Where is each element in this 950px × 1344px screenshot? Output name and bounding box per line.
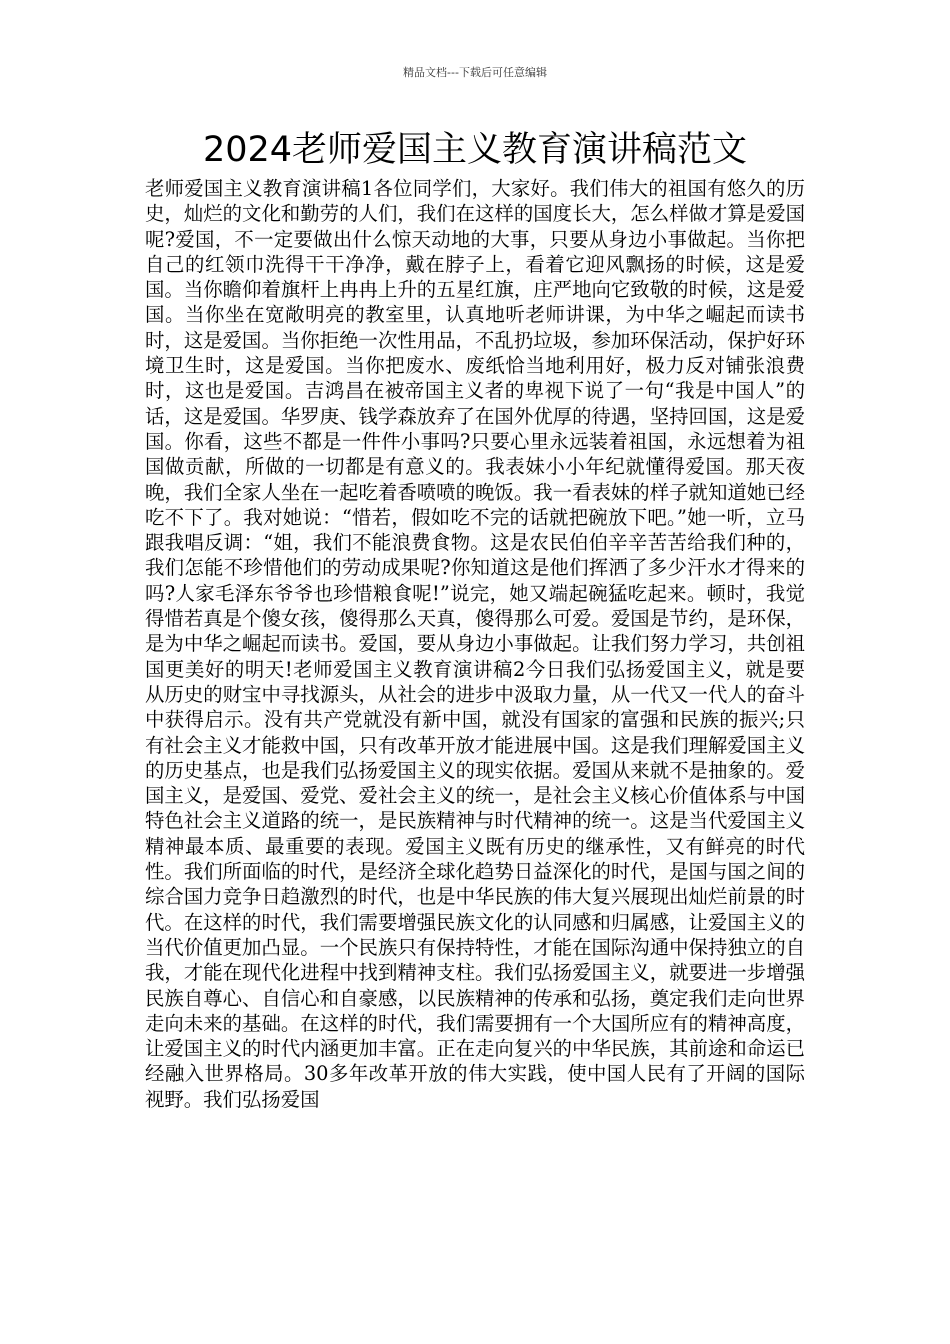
body-paragraph: 老师爱国主义教育演讲稿1各位同学们，大家好。我们伟大的祖国有悠久的历史，灿烂的文化和勤劳的人们，我们在这样的国度长大，怎么样做才算是爱国呢?爱国，不一定要做出什么惊天动地的大事，只要从身边小事做起。当你把自己的红领巾洗得干干净净，戴在脖子上，看着它迎风飘扬的时候，这是爱国。当你瞻仰着旗杆上冉冉上升的五星红旗，庄严地向它致敬的时候，这是爱国。当你坐在宽敞明亮的教室里，认真地听老师讲课，为中华之崛起而读书时，这是爱国。当你拒绝一次性用品，不乱扔垃圾，参加环保活动，保护好环境卫生时，这是爱国。当你把废水、废纸恰当地利用好，极力反对铺张浪费时，这也是爱国。吉鸿昌在被帝国主义者的卑视下说了一句“我是中国人”的话，这是爱国。华罗庚、钱学森放弃了在国外优厚的待遇，坚持回国，这是爱国。你看，这些不都是一件件小事吗?只要心里永远装着祖国，永远想着为祖国做贡献，所做的一切都是有意义的。我表妹小小年纪就懂得爱国。那天夜晚，我们全家人坐在一起吃着香喷喷的晚饭。我一看表妹的样子就知道她已经吃不下了。我对她说：“惜若，假如吃不完的话就把碗放下吧。”她一听，立马跟我唱反调：“姐，我们不能浪费食物。这是农民伯伯辛辛苦苦给我们种的，我们怎能不珍惜他们的劳动成果呢?你知道这是他们挥洒了多少汗水才得来的吗?人家毛泽东爷爷也珍惜粮食呢!”说完，她又端起碗猛吃起来。顿时，我觉得惜若真是个傻女孩，傻得那么天真，傻得那么可爱。爱国是节约，是环保，是为中华之崛起而读书。爱国，要从身边小事做起。让我们努力学习，共创祖国更美好的明天!老师爱国主义教育演讲稿2今日我们弘扬爱国主义，就是要从历史的财宝中寻找源头，从社会的进步中汲取力量，从一代又一代人的奋斗中获得启示。没有共产党就没有新中国，就没有国家的富强和民族的振兴;只有社会主义才能救中国，只有改革开放才能进展中国。这是我们理解爱国主义的历史基点，也是我们弘扬爱国主义的现实依据。爱国从来就不是抽象的。爱国主义，是爱国、爱党、爱社会主义的统一，是社会主义核心价值体系与中国特色社会主义道路的统一，是民族精神与时代精神的统一。这是当代爱国主义精神最本质、最重要的表现。爱国主义既有历史的继承性，又有鲜亮的时代性。我们所面临的时代，是经济全球化趋势日益深化的时代，是国与国之间的综合国力竞争日趋激烈的时代，也是中华民族的伟大复兴展现出灿烂前景的时代。在这样的时代，我们需要增强民族文化的认同感和归属感，让爱国主义的当代价值更加凸显。一个民族只有保持特性，才能在国际沟通中保持独立的自我，才能在现代化进程中找到精神支柱。我们弘扬爱国主义，就要进一步增强民族自尊心、自信心和自豪感，以民族精神的传承和弘扬，奠定我们走向世界走向未来的基础。在这样的时代，我们需要拥有一个大国所应有的精神高度，让爱国主义的时代内涵更加丰富。正在走向复兴的中华民族，其前途和命运已经融入世界格局。30多年改革开放的伟大实践，使中国人民有了开阔的国际视野。我们弘扬爱国: [145, 177, 805, 1111]
page-title: 2024老师爱国主义教育演讲稿范文: [202, 130, 748, 170]
header-note: 精品文档---下载后可任意编辑: [403, 66, 547, 79]
